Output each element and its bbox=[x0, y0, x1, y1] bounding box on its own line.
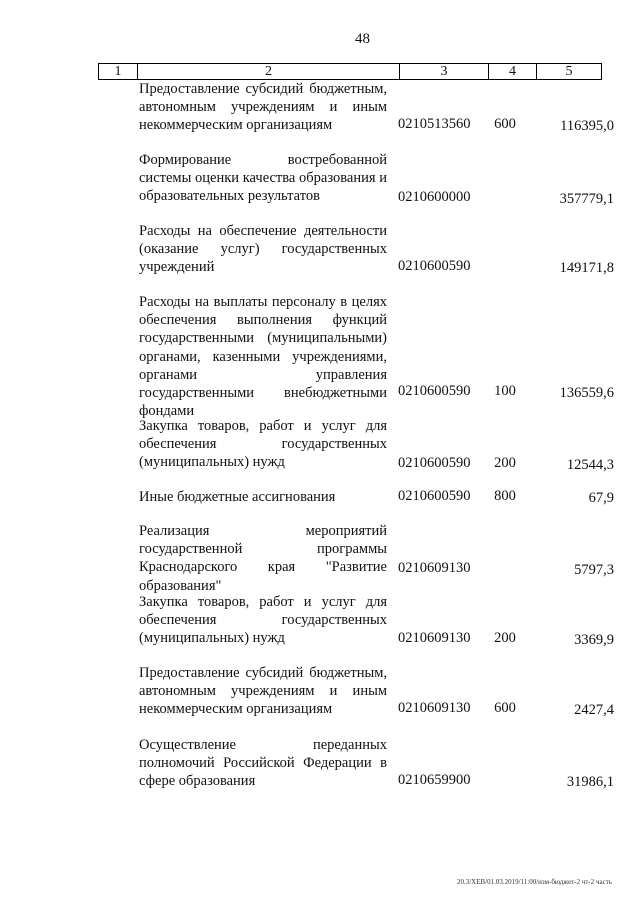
row-amount: 12544,3 bbox=[566, 457, 614, 473]
row-code: 0210609130 bbox=[398, 630, 471, 646]
row-amount: 67,9 bbox=[588, 490, 614, 506]
footer-stamp: 20.3/XEB/01.03.2019/11:00/изм-бюджет-2 чт-2 часть bbox=[456, 878, 612, 886]
row-amount: 357779,1 bbox=[559, 191, 614, 207]
row-code: 0210600590 bbox=[398, 383, 471, 399]
row-code: 0210600000 bbox=[398, 189, 471, 205]
header-col-2: 2 bbox=[138, 64, 400, 79]
row-code: 0210609130 bbox=[398, 700, 471, 716]
table-header-row bbox=[98, 63, 602, 80]
header-col-4: 4 bbox=[489, 64, 537, 79]
row-code: 0210659900 bbox=[398, 772, 471, 788]
row-code: 0210513560 bbox=[398, 116, 471, 132]
row-description: Осуществление переданных полномочий Российской Федерации в сфере образования bbox=[139, 737, 387, 790]
row-amount: 3369,9 bbox=[574, 632, 614, 648]
row-description: Реализация мероприятий государственной программы Краснодарского края "Развитие образования" bbox=[139, 523, 387, 594]
row-description: Формирование востребованной системы оценки качества образования и образовательных результатов bbox=[139, 152, 387, 205]
row-description: Расходы на обеспечение деятельности (оказание услуг) государственных учреждений bbox=[139, 223, 387, 276]
row-type: 600 bbox=[494, 116, 516, 132]
row-description: Предоставление субсидий бюджетным, автономным учреждениям и иным некоммерческим организациям bbox=[139, 665, 387, 718]
page-number: 48 bbox=[355, 31, 370, 47]
row-amount: 149171,8 bbox=[559, 260, 614, 276]
row-description: Закупка товаров, работ и услуг для обеспечения государственных (муниципальных) нужд bbox=[139, 594, 387, 647]
row-amount: 31986,1 bbox=[566, 774, 614, 790]
row-description: Расходы на выплаты персоналу в целях обеспечения выполнения функций государственными (муниципальными) органами, казенными учреждениями, органами управления государственными внебюджетными фондами bbox=[139, 294, 387, 420]
row-amount: 5797,3 bbox=[574, 562, 614, 578]
row-description: Закупка товаров, работ и услуг для обеспечения государственных (муниципальных) нужд bbox=[139, 418, 387, 471]
row-type: 800 bbox=[494, 488, 516, 504]
header-col-1: 1 bbox=[99, 64, 138, 79]
row-type: 200 bbox=[494, 630, 516, 646]
row-description: Иные бюджетные ассигнования bbox=[139, 489, 336, 505]
row-amount: 136559,6 bbox=[559, 385, 614, 401]
row-type: 200 bbox=[494, 455, 516, 471]
header-col-5: 5 bbox=[565, 64, 573, 79]
row-type: 100 bbox=[494, 383, 516, 399]
header-col-3: 3 bbox=[400, 64, 489, 79]
row-description: Предоставление субсидий бюджетным, автономным учреждениям и иным некоммерческим организациям bbox=[139, 81, 387, 134]
row-code: 0210600590 bbox=[398, 488, 471, 504]
row-type: 600 bbox=[494, 700, 516, 716]
row-code: 0210609130 bbox=[398, 560, 471, 576]
row-code: 0210600590 bbox=[398, 455, 471, 471]
row-amount: 2427,4 bbox=[574, 702, 614, 718]
row-amount: 116395,0 bbox=[560, 118, 614, 134]
row-code: 0210600590 bbox=[398, 258, 471, 274]
